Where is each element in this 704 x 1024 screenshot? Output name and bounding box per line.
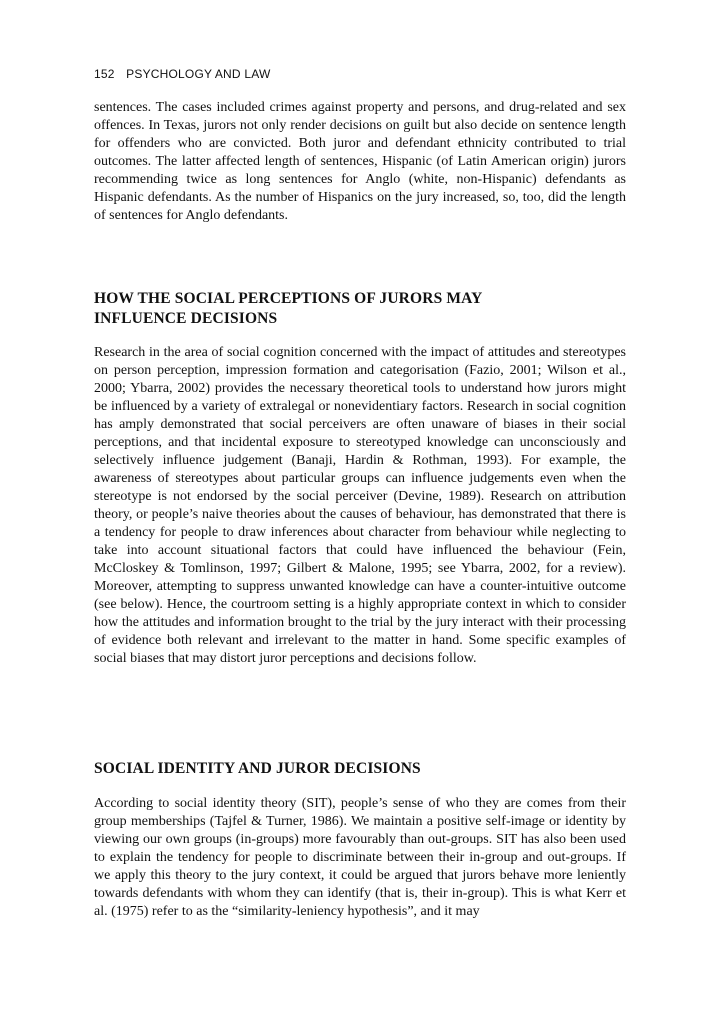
social-perceptions-section: [94, 344, 626, 668]
social-perceptions-paragraph: Research in the area of social cognition concerned with the impact of attitudes and stereotypes on person perception, impression formation and categorisation (Fazio, 2001; Wilson et al., 2000; Ybarra, 2002) provides the necessary theoretical tools to understand how jurors might be influenced by a variety of extralegal or nonevidentiary factors. Research in social cognition has amply demonstrated that social perceivers are often unaware of biases in their social perceptions, and that incidental exposure to stereotyped knowledge can unconsciously and selectively influence judgement (Banaji, Hardin & Rothman, 1993). For example, the awareness of stereotypes about particular groups can influence judgements even when the stereotype is not endorsed by the social perceiver (Devine, 1989). Research on attribution theory, or people’s naive theories about the causes of behaviour, has demonstrated that there is a tendency for people to draw inferences about character from behaviour while neglecting to take into account situational factors that could have influenced the behaviour (Fein, McCloskey & Tomlinson, 1997; Gilbert & Malone, 1995; see Ybarra, 2002, for a review). Moreover, attempting to suppress unwanted knowledge can have a counter-intuitive outcome (see below). Hence, the courtroom setting is a highly appropriate context in which to consider how the attitudes and information brought to the trial by the jury interact with their processing of evidence both relevant and irrelevant to the matter in hand. Some specific examples of social biases that may distort juror perceptions and decisions follow.: [94, 345, 626, 666]
social-identity-paragraph: According to social identity theory (SIT), people’s sense of who they are comes from their group memberships (Tajfel & Turner, 1986). We maintain a positive self-image or identity by viewing our own groups (in-groups) more favourably than out-groups. SIT has also been used to explain the tendency for people to discriminate between their in-group and out-groups. If we apply this theory to the jury context, it could be argued that jurors behave more leniently towards defendants with whom they can identify (that is, their in-group). This is what Kerr et al. (1975) refer to as the “similarity-leniency hypothesis”, and it may: [94, 796, 626, 919]
social-perceptions-heading: [94, 289, 626, 329]
intro-section: [94, 99, 626, 225]
page-number: 152: [94, 67, 115, 81]
heading-line-1: HOW THE SOCIAL PERCEPTIONS OF JURORS MAY: [94, 290, 483, 307]
social-identity-heading-block: [94, 759, 626, 779]
social-perceptions-heading-block: [94, 289, 626, 329]
running-title: PSYCHOLOGY AND LAW: [126, 67, 271, 81]
intro-paragraph: sentences. The cases included crimes against property and persons, and drug-related and sex offences. In Texas, jurors not only render decisions on guilt but also decide on sentence length for offenders who are convicted. Both juror and defendant ethnicity contributed to trial outcomes. The latter affected length of sentences, Hispanic (of Latin American origin) jurors recommending twice as long sentences for Anglo (white, non-Hispanic) defendants as Hispanic defendants. As the number of Hispanics on the jury increased, so, too, did the length of sentences for Anglo defendants.: [94, 100, 626, 223]
social-identity-section: [94, 795, 626, 921]
heading-line-2: INFLUENCE DECISIONS: [94, 310, 278, 327]
running-head: [94, 67, 270, 81]
social-identity-heading: SOCIAL IDENTITY AND JUROR DECISIONS: [94, 760, 421, 777]
